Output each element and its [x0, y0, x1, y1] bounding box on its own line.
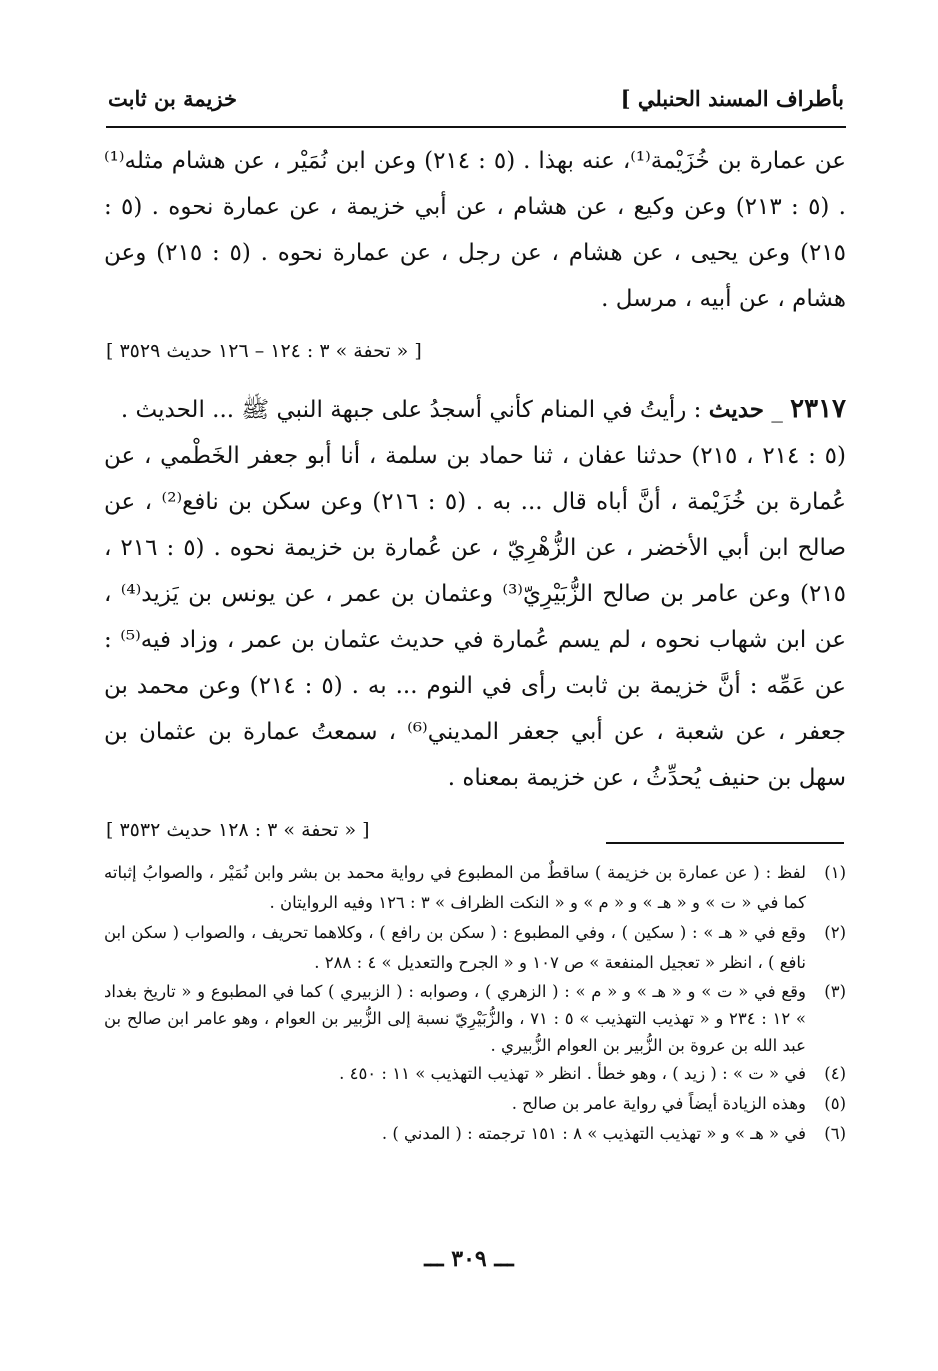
intro-paragraph: عن عمارة بن خُزَيْمة⁽¹⁾، عنه بهذا . (٥ : ٢١٤) وعن ابن نُمَيْر ، عن هشام مثله⁽¹⁾ . (٥ : ٢١٣) وعن وكيع ، عن هشام ، عن أبي خزيمة ، عن عمارة نحوه . (٥ : ٢١٥) وعن يحيى ، عن هشام ، عن رجل ، عن عمارة نحوه . (٥ : ٢١٥) وعن هشام ، عن أبيه ، مرسل . — [104, 148, 846, 312]
footnote-number: (١) — [824, 863, 846, 882]
footnote-6 — [104, 1119, 846, 1149]
footnote-text: لفظ : ( عن عمارة بن خزيمة ) ساقطٌ من المطبوع في رواية محمد بن بشر وابن نُمَيْر ، والصوابُ إثباته كما في « ت » و « هـ » و « م » و « النكت الظراف » ٣ : ١٢٦ وفيه الروايتان . — [104, 863, 806, 912]
footnotes — [104, 858, 846, 1149]
footnote-text: في « ت » : ( زيد ) ، وهو خطأ . انظر « تهذيب التهذيب » ١١ : ٤٥٠ . — [339, 1064, 806, 1083]
book-title: بأطراف المسند الحنبلي ] — [620, 86, 844, 111]
footnote-number: (٣) — [824, 982, 846, 1001]
main-text — [104, 138, 846, 845]
footnote-text: وهذه الزيادة أيضاً في رواية عامر بن صالح . — [511, 1094, 806, 1113]
hadith-tuhfa-reference: [ « تحفة » ٣ : ١٢٨ حديث ٣٥٣٢ ] — [106, 819, 370, 841]
hadith-label: حديث — [708, 396, 765, 423]
chapter-title: خزيمة بن ثابت — [108, 86, 237, 111]
running-header — [108, 80, 844, 120]
hadith-number: ٢٣١٧ — [790, 394, 846, 424]
header-rule — [106, 126, 846, 128]
footnote-4 — [104, 1059, 846, 1089]
footnote-number: (٤) — [824, 1064, 846, 1083]
footnote-number: (٦) — [824, 1124, 846, 1143]
footnote-text: وقع في « هـ » : ( سكين ) ، وفي المطبوع : ( سكن بن رافع ) ، وكلاهما تحريف ، والصواب ( سكن ابن نافع ) ، انظر « تعجيل المنفعة » ص ١٠٧ و « الجرح والتعديل » ٤ : ٢٨٨ . — [104, 923, 806, 972]
footnote-text: في « هـ » و « تهذيب التهذيب » ٨ : ١٥١ ترجمته : ( المدني ) . — [381, 1124, 806, 1143]
footnote-number: (٢) — [824, 923, 846, 942]
footnote-text: وقع في « ت » و « هـ » و « م » : ( الزهري ) ، وصوابه : ( الزبيري ) كما في المطبوع و « تاريخ بغداد » ١٢ : ٢٣٤ و « تهذيب التهذيب » ٥ : ٧١ ، والزُّبَيْرِيّ نسبة إلى الزُّبير بن العوام ، وهو عامر ابن صالح بن عبد الله بن عروة بن الزُّبير بن العوام الزُّبيري . — [104, 982, 806, 1055]
tuhfa-reference: [ « تحفة » ٣ : ١٢٤ – ١٢٦ حديث ٣٥٢٩ ] — [106, 340, 422, 362]
page-number: ـــ ٣٠٩ ـــ — [424, 1246, 514, 1272]
footnote-number: (٥) — [824, 1094, 846, 1113]
footnote-1 — [104, 858, 846, 918]
footnote-3 — [104, 978, 846, 1059]
hadith-title: : رأيتُ في المنام كأني أسجدُ على جبهة النبي ﷺ ... الحديث . — [120, 397, 709, 423]
footnote-2 — [104, 918, 846, 978]
footnote-5 — [104, 1089, 846, 1119]
hadith-paragraph: (٥ : ٢١٤ ، ٢١٥) حدثنا عفان ، ثنا حماد بن سلمة ، أنا أبو جعفر الخَطْمي ، عن عُمارة بن خُزَيْمة ، أنَّ أباه قال ... به . (٥ : ٢١٦) وعن سكن بن نافع⁽²⁾ ، عن صالح ابن أبي الأخضر ، عن الزُّهْرِيّ ، عن عُمارة بن خزيمة نحوه . (٥ : ٢١٦ ، ٢١٥) وعن عامر بن صالح الزُّبَيْرِيّ⁽³⁾ وعثمان بن عمر ، عن يونس بن يَزيد⁽⁴⁾ ، عن ابن شهاب نحوه ، لم يسم عُمارة في حديث عثمان بن عمر ، وزاد فيه⁽⁵⁾ : عن عَمِّه : أنَّ خزيمة بن ثابت رأى في النوم ... به . (٥ : ٢١٤) وعن محمد بن جعفر ، عن شعبة ، عن أبي جعفر المديني⁽⁶⁾ ، سمعتُ عمارة بن عثمان بن سهل بن حنيف يُحدِّثُ ، عن خزيمة بمعناه . — [104, 443, 847, 791]
hadith-dash: _ — [764, 397, 791, 423]
hadith-heading — [104, 386, 846, 433]
footnote-rule — [606, 842, 844, 844]
